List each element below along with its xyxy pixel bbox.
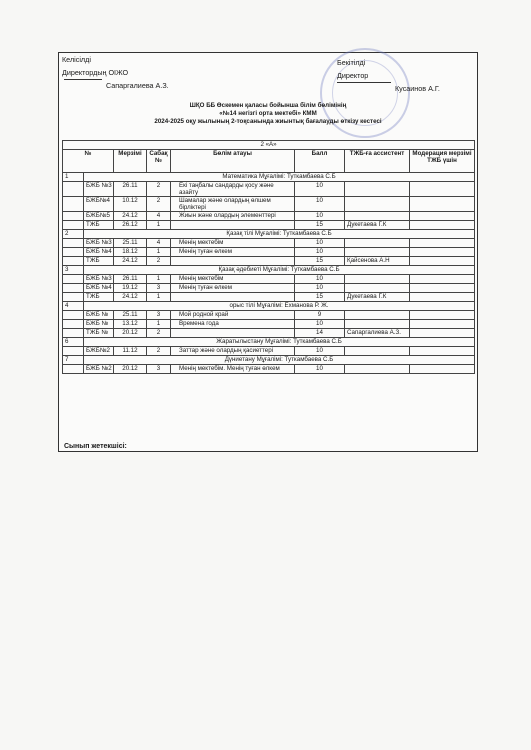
assessment-type: ТЖБ xyxy=(84,257,114,266)
deputy-director-label: Директордың ОІЖО xyxy=(62,68,129,77)
moderation-date xyxy=(410,365,475,374)
table-row xyxy=(63,248,475,257)
signature-line-right xyxy=(337,82,391,83)
assessment-type: БЖБ № xyxy=(84,311,114,320)
lesson-number: 2 xyxy=(147,182,171,197)
assessment-date: 20.12 xyxy=(114,329,147,338)
assessment-type: БЖБ №3 xyxy=(84,182,114,197)
lesson-number: 1 xyxy=(147,275,171,284)
assessment-type: ТЖБ xyxy=(84,221,114,230)
row-spacer xyxy=(63,182,84,197)
score: 10 xyxy=(295,239,345,248)
assessment-date: 20.12 xyxy=(114,365,147,374)
assessment-type: БЖБ №3 xyxy=(84,239,114,248)
row-spacer xyxy=(63,347,84,356)
assessment-date: 19.12 xyxy=(114,284,147,293)
section-name: Менің мектебім. Менің туған өлкем xyxy=(171,365,295,374)
table-row xyxy=(63,293,475,302)
lesson-number: 3 xyxy=(147,311,171,320)
subject-row xyxy=(63,338,475,347)
lesson-number: 1 xyxy=(147,221,171,230)
moderation-date xyxy=(410,239,475,248)
lesson-number: 2 xyxy=(147,347,171,356)
assessment-type: БЖБ№5 xyxy=(84,212,114,221)
row-spacer xyxy=(63,212,84,221)
row-spacer xyxy=(63,197,84,212)
assessment-date: 26.11 xyxy=(114,275,147,284)
assessment-date: 25.11 xyxy=(114,311,147,320)
moderation-date xyxy=(410,311,475,320)
score: 9 xyxy=(295,311,345,320)
lesson-number: 4 xyxy=(147,212,171,221)
table-row xyxy=(63,275,475,284)
subject-title: Жаратылыстану Мұғалімі: Туткамбаева С.Б xyxy=(84,338,475,347)
score: 10 xyxy=(295,284,345,293)
table-row xyxy=(63,221,475,230)
score: 10 xyxy=(295,197,345,212)
score: 14 xyxy=(295,329,345,338)
lesson-number: 1 xyxy=(147,293,171,302)
assessment-date: 24.12 xyxy=(114,293,147,302)
assessment-type: ТЖБ xyxy=(84,293,114,302)
subject-number: 4 xyxy=(63,302,84,311)
lesson-number: 3 xyxy=(147,284,171,293)
row-spacer xyxy=(63,257,84,266)
assistant xyxy=(345,284,410,293)
assistant xyxy=(345,197,410,212)
assessment-date: 25.11 xyxy=(114,239,147,248)
table-row xyxy=(63,311,475,320)
section-name: Екі таңбалы сандарды қосу және азайту xyxy=(171,182,295,197)
score: 15 xyxy=(295,221,345,230)
assessment-date: 13.12 xyxy=(114,320,147,329)
moderation-date xyxy=(410,284,475,293)
assessment-type: БЖБ №4 xyxy=(84,284,114,293)
table-row xyxy=(63,197,475,212)
lesson-number: 1 xyxy=(147,320,171,329)
assessment-type: ТЖБ № xyxy=(84,329,114,338)
row-spacer xyxy=(63,329,84,338)
schedule-table xyxy=(62,140,475,374)
row-spacer xyxy=(63,293,84,302)
lesson-number: 4 xyxy=(147,239,171,248)
col-date: Мерзімі xyxy=(114,150,147,173)
table-row xyxy=(63,365,475,374)
assistant xyxy=(345,275,410,284)
assistant xyxy=(345,239,410,248)
table-row xyxy=(63,212,475,221)
moderation-date xyxy=(410,182,475,197)
subject-number: 3 xyxy=(63,266,84,275)
title-line-1: ШҚО ББ Өскемен қаласы бойынша білім бөлімінің xyxy=(189,102,347,109)
subject-row xyxy=(63,266,475,275)
lesson-number: 2 xyxy=(147,329,171,338)
lesson-number: 3 xyxy=(147,365,171,374)
section-name: Менің мектебім xyxy=(171,275,295,284)
moderation-date xyxy=(410,212,475,221)
signature-line-left xyxy=(64,79,102,80)
assistant: Қайсенова А.Н xyxy=(345,257,410,266)
approved-label: Бекітілді xyxy=(337,58,366,67)
assistant: Дукетаева Г.К xyxy=(345,221,410,230)
row-spacer xyxy=(63,284,84,293)
subject-row xyxy=(63,356,475,365)
approval-left xyxy=(62,55,169,94)
moderation-date xyxy=(410,347,475,356)
section-name: Шамалар және олардың өлшем бірліктері xyxy=(171,197,295,212)
section-name: Менің мектебім xyxy=(171,239,295,248)
col-section: Бөлім атауы xyxy=(171,150,295,173)
section-name: Заттар және олардың қасиеттері xyxy=(171,347,295,356)
assessment-date: 10.12 xyxy=(114,197,147,212)
assistant: Дукетаева Г.К xyxy=(345,293,410,302)
class-teacher-label: Сынып жетекшісі: xyxy=(64,443,127,450)
subject-row xyxy=(63,173,475,182)
score: 10 xyxy=(295,182,345,197)
col-assistant: ТЖБ-ға ассистент xyxy=(345,150,410,173)
assistant xyxy=(345,311,410,320)
title-line-3: 2024-2025 оқу жылының 2-тоқсанында жиынтық бағалауды өткізу кестесі xyxy=(154,118,382,125)
lesson-number: 1 xyxy=(147,248,171,257)
row-spacer xyxy=(63,239,84,248)
assistant xyxy=(345,347,410,356)
assessment-date: 18.12 xyxy=(114,248,147,257)
class-label: 2 «А» xyxy=(63,141,475,150)
row-spacer xyxy=(63,320,84,329)
moderation-date xyxy=(410,293,475,302)
subject-title: Қазақ тілі Мұғалімі: Туткамбаева С.Б xyxy=(84,230,475,239)
subject-number: 2 xyxy=(63,230,84,239)
score: 10 xyxy=(295,320,345,329)
subject-title: Қазақ әдебиеті Мұғалімі: Туткамбаева С.Б xyxy=(84,266,475,275)
score: 10 xyxy=(295,275,345,284)
table-row xyxy=(63,320,475,329)
assistant xyxy=(345,182,410,197)
row-spacer xyxy=(63,221,84,230)
table-row xyxy=(63,239,475,248)
assistant xyxy=(345,212,410,221)
row-spacer xyxy=(63,311,84,320)
table-row xyxy=(63,284,475,293)
assessment-date: 11.12 xyxy=(114,347,147,356)
table-row xyxy=(63,182,475,197)
moderation-date xyxy=(410,257,475,266)
section-name: Жиын және олардың элементтері xyxy=(171,212,295,221)
section-name: Времена года xyxy=(171,320,295,329)
subject-title: орыс тілі Мұғалімі: Ехманова Р. Ж. xyxy=(84,302,475,311)
approval-right xyxy=(337,58,440,93)
table-row xyxy=(63,257,475,266)
col-number: № xyxy=(63,150,114,173)
section-name: Мой родной край xyxy=(171,311,295,320)
assessment-date: 26.12 xyxy=(114,221,147,230)
subject-title: Математика Мұғалімі: Туткамбаева С.Б xyxy=(84,173,475,182)
deputy-director-name: Сапаргалиева А.З. xyxy=(106,81,169,90)
moderation-date xyxy=(410,248,475,257)
director-label: Директор xyxy=(337,71,369,80)
assessment-type: БЖБ№2 xyxy=(84,347,114,356)
table-row xyxy=(63,329,475,338)
subject-row xyxy=(63,230,475,239)
assessment-type: БЖБ№4 xyxy=(84,197,114,212)
section-name xyxy=(171,293,295,302)
score: 10 xyxy=(295,248,345,257)
assistant xyxy=(345,365,410,374)
assistant xyxy=(345,248,410,257)
moderation-date xyxy=(410,320,475,329)
moderation-date xyxy=(410,221,475,230)
col-score: Балл xyxy=(295,150,345,173)
assessment-type: БЖБ № xyxy=(84,320,114,329)
moderation-date xyxy=(410,197,475,212)
section-name xyxy=(171,221,295,230)
col-moderation: Модерация мерзімі ТЖБ үшін xyxy=(410,150,475,173)
section-name xyxy=(171,329,295,338)
assessment-date: 24.12 xyxy=(114,257,147,266)
assessment-type: БЖБ №3 xyxy=(84,275,114,284)
subject-row xyxy=(63,302,475,311)
section-name xyxy=(171,257,295,266)
col-lesson: Сабақ № xyxy=(147,150,171,173)
assistant: Сапаргалиева А.З. xyxy=(345,329,410,338)
assessment-date: 24.12 xyxy=(114,212,147,221)
lesson-number: 2 xyxy=(147,257,171,266)
score: 10 xyxy=(295,347,345,356)
subject-number: 6 xyxy=(63,338,84,347)
section-name: Менің туған өлкем xyxy=(171,248,295,257)
assessment-type: БЖБ №4 xyxy=(84,248,114,257)
row-spacer xyxy=(63,275,84,284)
lesson-number: 2 xyxy=(147,197,171,212)
subject-title: Дүниетану Мұғалімі: Туткамбаева С.Б xyxy=(84,356,475,365)
score: 10 xyxy=(295,365,345,374)
director-name: Кусаинов А.Г. xyxy=(395,84,440,93)
row-spacer xyxy=(63,248,84,257)
table-row xyxy=(63,347,475,356)
section-name: Менің туған өлкем xyxy=(171,284,295,293)
subject-number: 1 xyxy=(63,173,84,182)
score: 10 xyxy=(295,212,345,221)
moderation-date xyxy=(410,275,475,284)
agreed-label: Келісілді xyxy=(62,55,91,64)
row-spacer xyxy=(63,365,84,374)
table-header-row xyxy=(63,150,475,173)
title-line-2: «№14 негізгі орта мектебі» КММ xyxy=(219,110,317,117)
subject-number: 7 xyxy=(63,356,84,365)
assessment-date: 26.11 xyxy=(114,182,147,197)
score: 15 xyxy=(295,293,345,302)
moderation-date xyxy=(410,329,475,338)
assessment-type: БЖБ №2 xyxy=(84,365,114,374)
assistant xyxy=(345,320,410,329)
score: 15 xyxy=(295,257,345,266)
